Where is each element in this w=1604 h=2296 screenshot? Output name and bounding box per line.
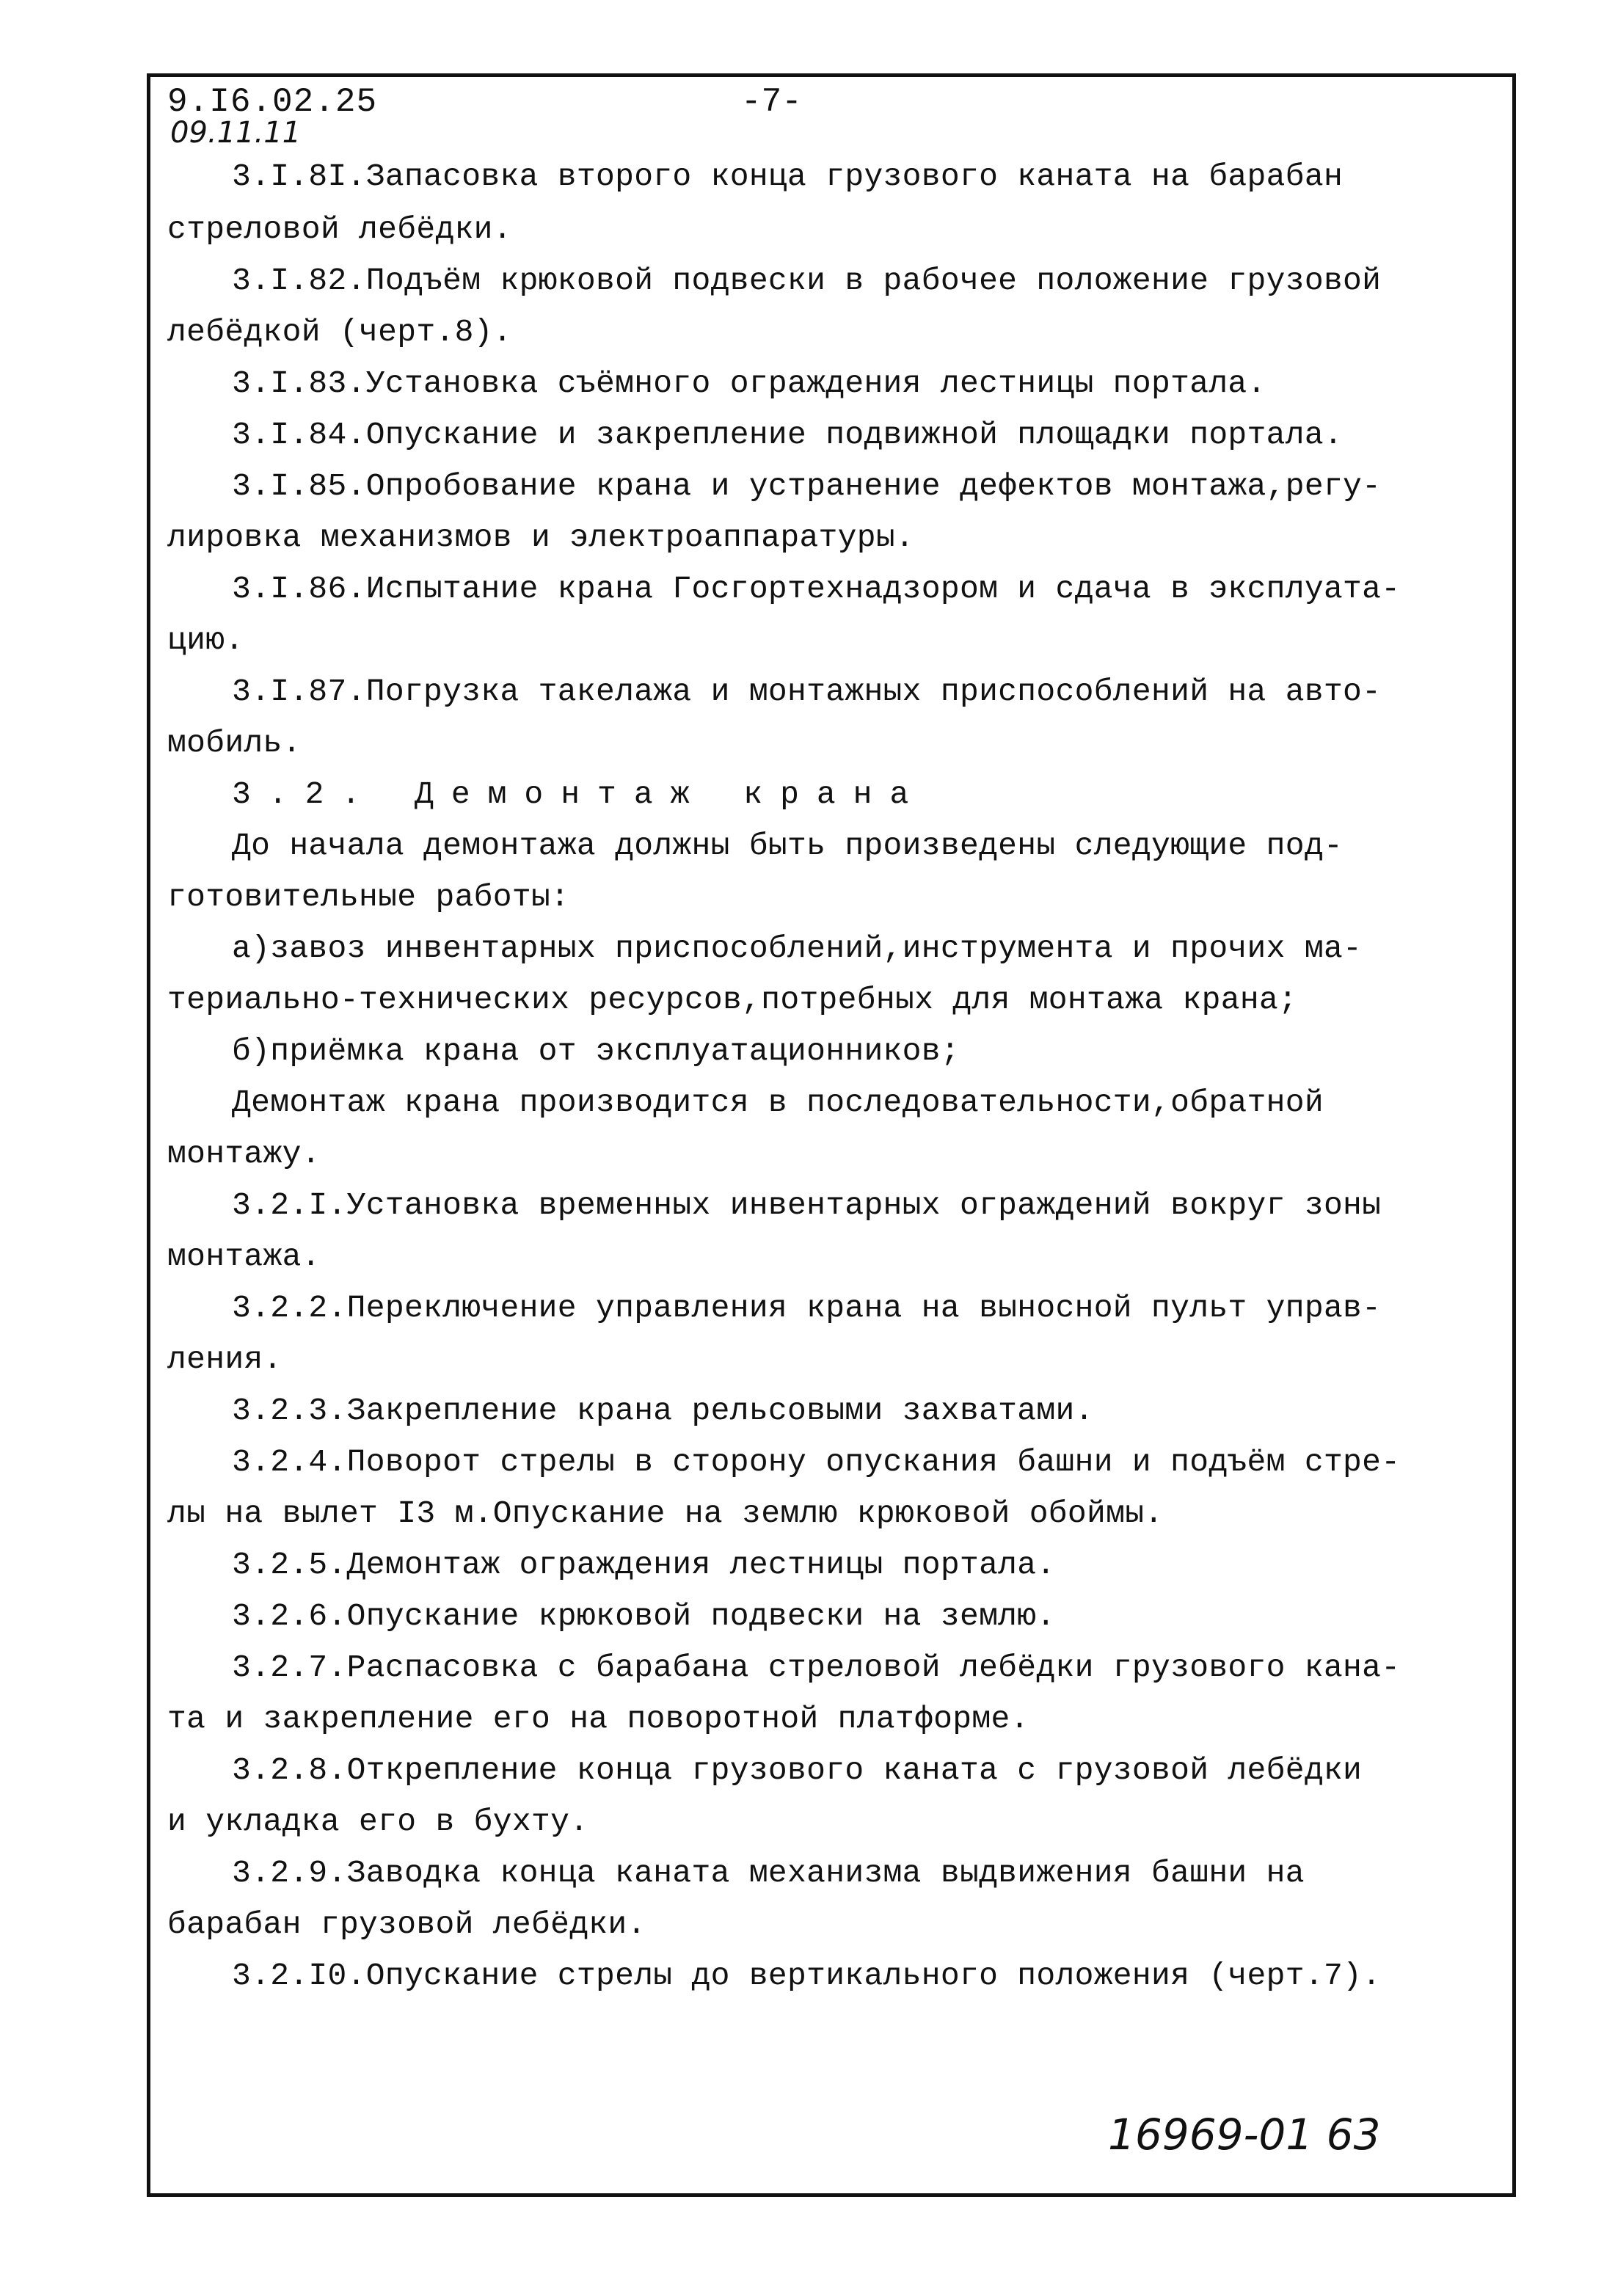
text-line: 3.2.9.Заводка конца каната механизма выдвижения башни на	[232, 1855, 1305, 1891]
text-line: Демонтаж крана производится в последовательности,обратной	[232, 1085, 1324, 1120]
section-heading: 3.2. Демонтаж крана	[232, 776, 927, 812]
text-line: и укладка его в бухту.	[167, 1804, 589, 1840]
text-line: готовительные работы:	[167, 879, 570, 915]
text-line: 3.I.85.Опробование крана и устранение дефектов монтажа,регу-	[232, 468, 1382, 504]
text-line: а)завоз инвентарных приспособлений,инструмента и прочих ма-	[232, 930, 1363, 966]
text-line: барабан грузовой лебёдки.	[167, 1906, 646, 1942]
text-line: лировка механизмов и электроаппаратуры.	[167, 520, 915, 555]
text-line: 3.2.7.Распасовка с барабана стреловой лебёдки грузового кана-	[232, 1650, 1401, 1685]
text-line: 3.2.I.Установка временных инвентарных ограждений вокруг зоны	[232, 1187, 1382, 1223]
text-line: 3.2.4.Поворот стрелы в сторону опускания башни и подъём стре-	[232, 1444, 1401, 1480]
text-line: 3.2.8.Открепление конца грузового каната с грузовой лебёдки	[232, 1752, 1363, 1788]
text-line: 3.I.82.Подъём крюковой подвески в рабочее положение грузовой	[232, 263, 1382, 299]
document-code: 9.I6.02.25	[167, 83, 378, 121]
text-line: 3.2.3.Закрепление крана рельсовыми захватами.	[232, 1393, 1094, 1429]
page-number: -7-	[741, 83, 802, 121]
text-line: б)приёмка крана от эксплуатационников;	[232, 1033, 960, 1069]
text-line: 3.I.8I.Запасовка второго конца грузового каната на барабан	[232, 158, 1344, 194]
text-line: 3.I.83.Установка съёмного ограждения лестницы портала.	[232, 365, 1266, 401]
text-line: териально-технических ресурсов,потребных для монтажа крана;	[167, 982, 1298, 1018]
text-line: 3.2.2.Переключение управления крана на выносной пульт управ-	[232, 1290, 1382, 1326]
text-line: монтажа.	[167, 1239, 321, 1275]
text-line: 3.2.5.Демонтаж ограждения лестницы портала.	[232, 1547, 1056, 1583]
archive-number: 16969-01 63	[1108, 2110, 1381, 2160]
text-line: До начала демонтажа должны быть произведены следующие под-	[232, 828, 1344, 864]
text-line: лы на вылет I3 м.Опускание на землю крюковой обоймы.	[167, 1495, 1164, 1531]
text-line: 3.I.86.Испытание крана Госгортехнадзором и сдача в эксплуата-	[232, 571, 1401, 607]
text-line: 3.I.87.Погрузка такелажа и монтажных приспособлений на авто-	[232, 674, 1382, 710]
text-line: стреловой лебёдки.	[167, 211, 512, 247]
text-line: 3.2.6.Опускание крюковой подвески на землю.	[232, 1598, 1056, 1634]
text-line: 3.I.84.Опускание и закрепление подвижной площадки портала.	[232, 417, 1344, 453]
text-line: лебёдкой (черт.8).	[167, 314, 512, 350]
text-line: 3.2.I0.Опускание стрелы до вертикального положения (черт.7).	[232, 1958, 1382, 1994]
text-line: мобиль.	[167, 725, 302, 761]
text-line: та и закрепление его на поворотной платформе.	[167, 1701, 1029, 1737]
text-line: ления.	[167, 1341, 282, 1377]
handwritten-date: 09.11.11	[170, 116, 302, 150]
text-line: цию.	[167, 622, 244, 658]
text-line: монтажу.	[167, 1136, 321, 1172]
